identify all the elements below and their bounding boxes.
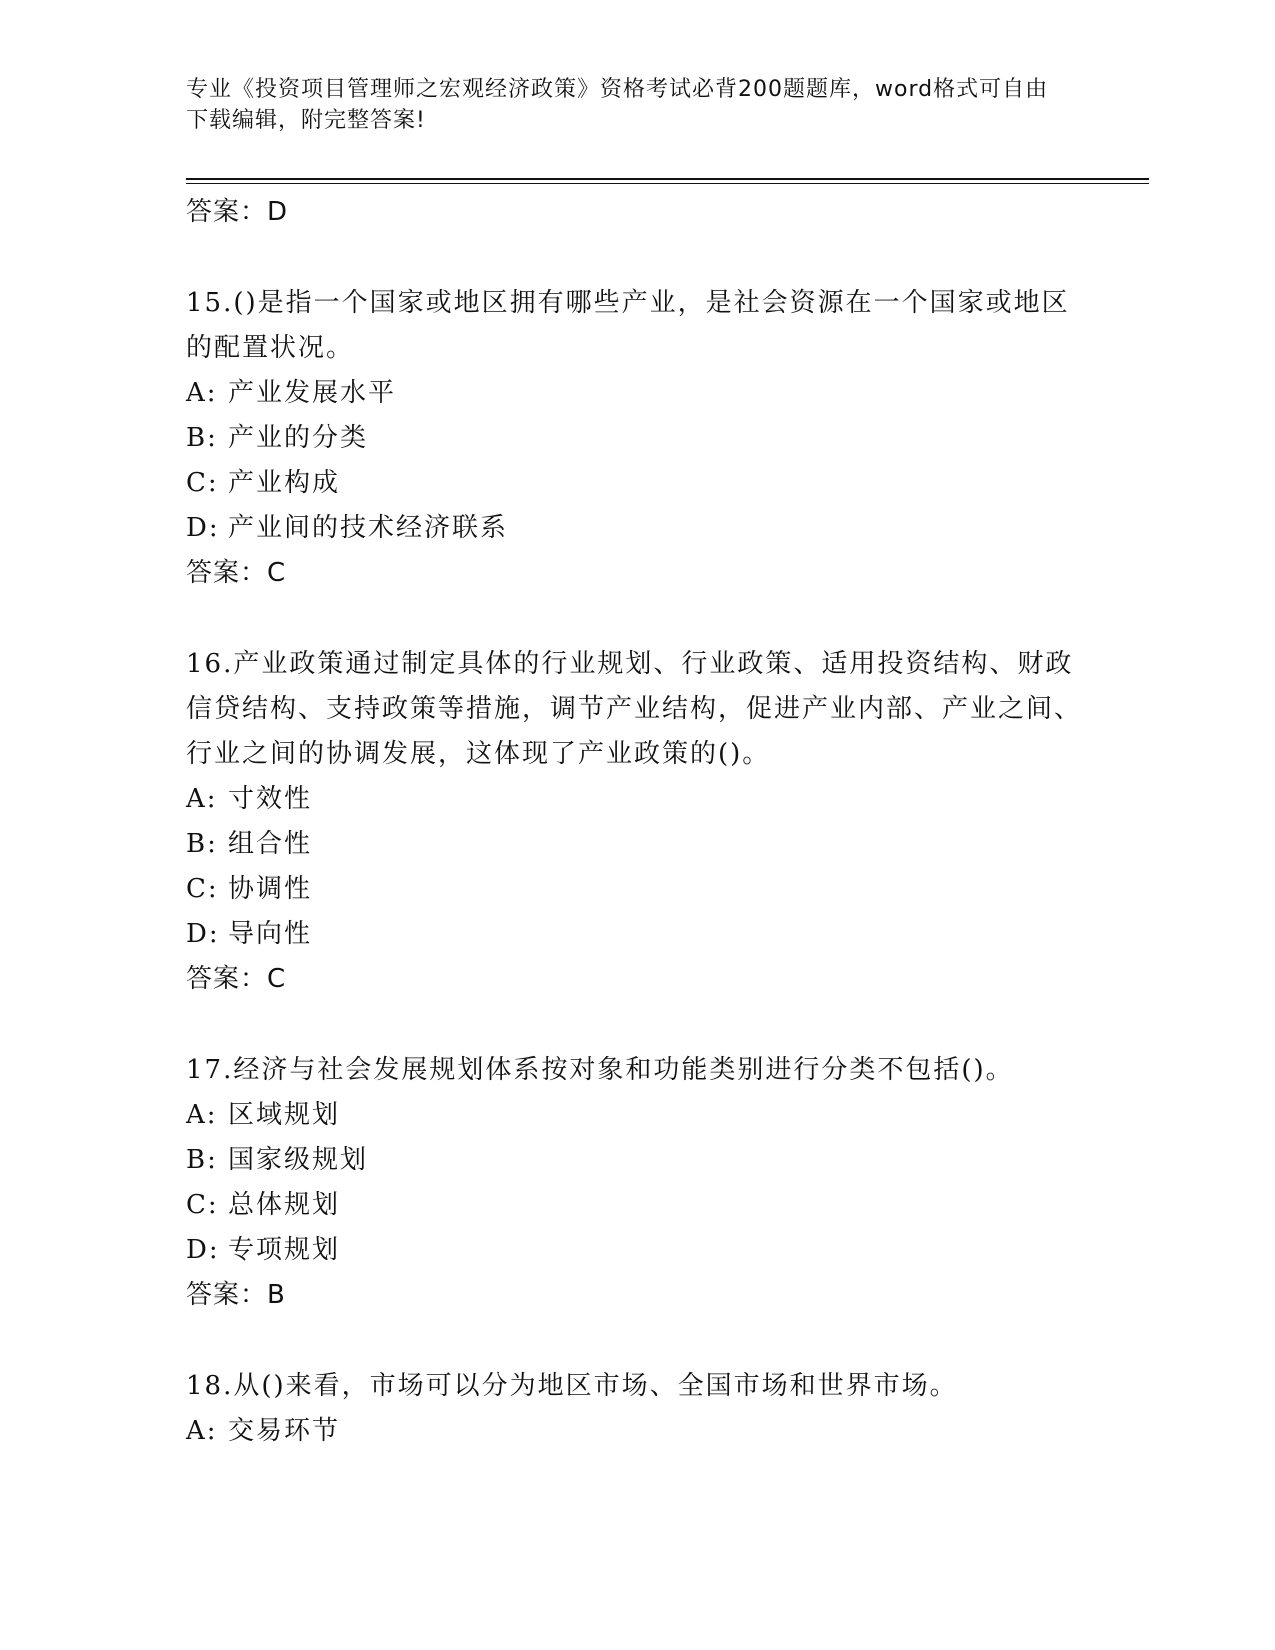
header-divider-thin [186, 183, 1149, 184]
option-a [186, 371, 1086, 416]
option-d [186, 1228, 1086, 1273]
option-a [186, 1409, 1086, 1454]
option-text: 产业发展水平 [228, 378, 397, 408]
option-text: 产业的分类 [228, 423, 369, 453]
option-text: 寸效性 [228, 784, 313, 814]
option-letter: B: [186, 829, 218, 859]
question-item [186, 642, 1086, 1001]
option-letter: D: [186, 919, 220, 949]
question-item [186, 1364, 1086, 1454]
option-text: 总体规划 [228, 1190, 341, 1220]
question-item [186, 281, 1086, 595]
option-letter: C: [186, 1190, 219, 1220]
option-c [186, 867, 1086, 912]
option-letter: A: [186, 1100, 218, 1130]
option-d [186, 912, 1086, 957]
answer-line: 答案：C [186, 558, 287, 588]
option-text: 协调性 [228, 874, 313, 904]
option-text: 产业间的技术经济联系 [228, 513, 509, 543]
option-c [186, 461, 1086, 506]
option-text: 组合性 [228, 829, 313, 859]
option-text: 国家级规划 [228, 1145, 369, 1175]
question-text: 18.从()来看，市场可以分为地区市场、全国市场和世界市场。 [186, 1371, 958, 1401]
option-text: 产业构成 [228, 468, 341, 498]
option-letter: D: [186, 513, 220, 543]
answer-line: 答案：B [186, 1280, 286, 1310]
option-letter: A: [186, 378, 218, 408]
option-text: 导向性 [228, 919, 313, 949]
option-text: 交易环节 [228, 1416, 341, 1446]
option-letter: A: [186, 1416, 218, 1446]
option-letter: B: [186, 1145, 218, 1175]
answer-line: 答案：C [186, 964, 287, 994]
option-a [186, 777, 1086, 822]
option-letter: C: [186, 468, 219, 498]
option-letter: C: [186, 874, 219, 904]
option-text: 专项规划 [228, 1235, 341, 1265]
option-b [186, 822, 1086, 867]
option-letter: D: [186, 1235, 220, 1265]
option-d [186, 506, 1086, 551]
option-text: 区域规划 [228, 1100, 341, 1130]
answer-line: 答案：D [186, 197, 289, 227]
question-item [186, 1048, 1086, 1317]
header-divider [186, 178, 1149, 180]
option-b [186, 1138, 1086, 1183]
question-text: 16.产业政策通过制定具体的行业规划、行业政策、适用投资结构、财政信贷结构、支持政策等措施，调节产业结构，促进产业内部、产业之间、行业之间的协调发展，这体现了产业政策的()。 [186, 649, 1083, 769]
question-text: 17.经济与社会发展规划体系按对象和功能类别进行分类不包括()。 [186, 1055, 1014, 1085]
option-a [186, 1093, 1086, 1138]
option-letter: A: [186, 784, 218, 814]
option-b [186, 416, 1086, 461]
question-list [186, 190, 1086, 1454]
option-letter: B: [186, 423, 218, 453]
question-text: 15.()是指一个国家或地区拥有哪些产业，是社会资源在一个国家或地区的配置状况。 [186, 288, 1070, 363]
page-header: 专业《投资项目管理师之宏观经济政策》资格考试必背200题题库，word格式可自由下载编辑，附完整答案! [186, 77, 1049, 133]
option-c [186, 1183, 1086, 1228]
